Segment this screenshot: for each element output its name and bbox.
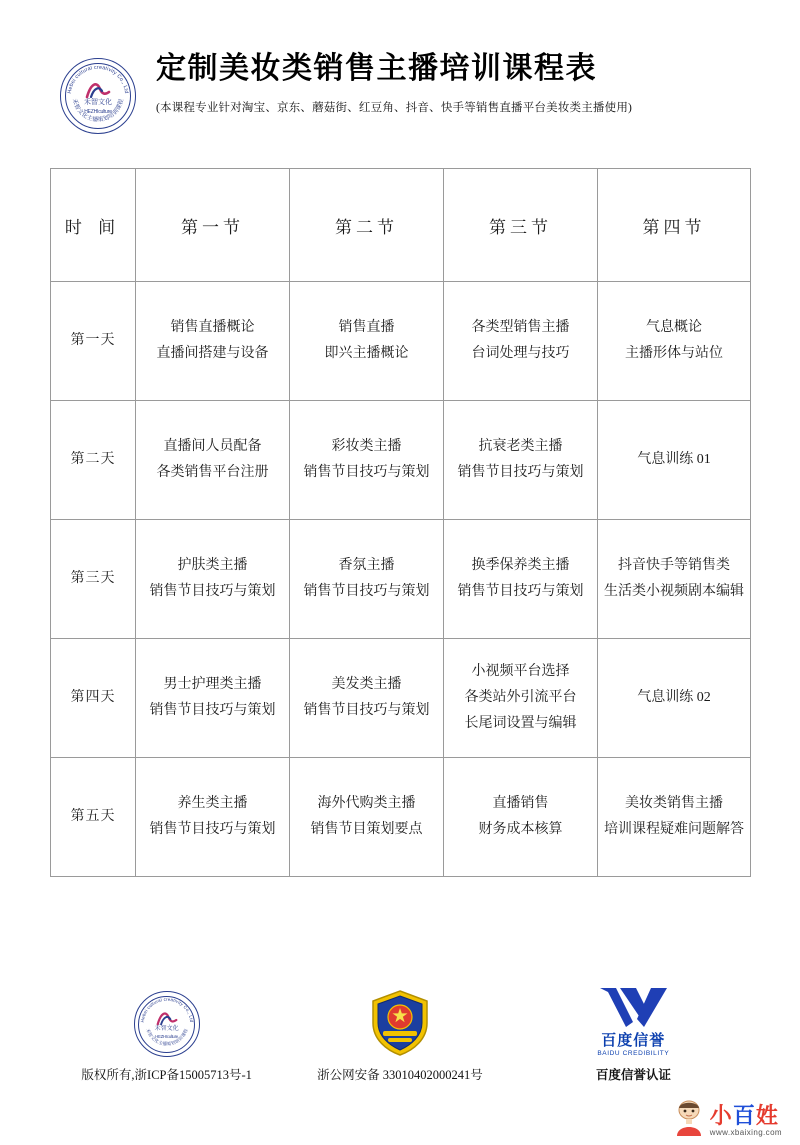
- session-line: 台词处理与技巧: [471, 346, 570, 361]
- session-line: 直播间人员配备: [163, 439, 262, 455]
- schedule-table: [50, 168, 751, 877]
- session-line: 长尾词设置与编辑: [464, 715, 577, 731]
- session-line: 销售节目技巧与策划: [303, 584, 430, 599]
- column-header-session-1: 第一节: [136, 169, 290, 282]
- session-cell: [444, 282, 598, 401]
- session-cell: [136, 282, 290, 401]
- session-cell: [598, 520, 751, 639]
- baidu-credibility-cn: 百度信誉: [601, 1032, 666, 1049]
- svg-text:禾智文化主播策划培训课程: 禾智文化主播策划培训课程: [70, 98, 126, 124]
- column-header-session-4: 第四节: [598, 169, 751, 282]
- session-line: 抗衰老类主播: [478, 439, 563, 455]
- session-line: 海外代购类主播: [317, 796, 416, 812]
- day-label: 第一天: [51, 282, 136, 401]
- session-cell: [136, 401, 290, 520]
- copyright-text: 版权所有,浙ICP备15005713号-1: [81, 1068, 252, 1082]
- footer-baidu-block[interactable]: [517, 987, 750, 1083]
- day-label: 第三天: [51, 520, 136, 639]
- footer-copyright-block: [50, 987, 283, 1083]
- baidu-v-icon: [596, 986, 670, 1028]
- session-line: 养生类主播: [177, 796, 248, 812]
- session-cell: [598, 282, 751, 401]
- watermark-url: www.xbaixing.com: [709, 1128, 782, 1137]
- police-record-text: 浙公网安备 33010402000241号: [317, 1068, 483, 1082]
- session-cell: [598, 758, 751, 877]
- company-logo: [50, 52, 146, 134]
- session-line: 换季保养类主播: [471, 558, 570, 574]
- session-cell: [444, 758, 598, 877]
- session-line: 销售直播概论: [170, 320, 255, 336]
- table-header-row: [51, 169, 751, 282]
- session-cell: [598, 401, 751, 520]
- document-footer: [0, 987, 800, 1083]
- seal-emblem-icon: [85, 79, 111, 99]
- police-badge-icon: [369, 989, 431, 1057]
- session-line: 即兴主播概论: [324, 346, 409, 361]
- column-header-time: 时 间: [51, 169, 136, 282]
- session-line: 各类型销售主播: [471, 320, 570, 336]
- session-line: 小视频平台选择: [471, 664, 570, 680]
- table-row: [51, 282, 751, 401]
- column-header-session-2: 第二节: [290, 169, 444, 282]
- session-cell: [444, 401, 598, 520]
- session-line: 气息训练 01: [637, 452, 711, 468]
- seal-company-name-small: 禾智文化 HEZHIculture: [154, 1026, 179, 1039]
- mascot-icon: [672, 1099, 706, 1137]
- session-cell: [136, 639, 290, 758]
- session-cell: [136, 520, 290, 639]
- session-cell: [290, 282, 444, 401]
- session-cell: [290, 520, 444, 639]
- session-cell: [290, 758, 444, 877]
- page-title: 定制美妆类销售主播培训课程表: [156, 52, 597, 85]
- session-line: 销售直播: [338, 320, 395, 336]
- svg-text:禾智文化主播策划培训课程: 禾智文化主播策划培训课程: [144, 1027, 189, 1047]
- session-line: 培训课程疑难问题解答: [604, 822, 744, 837]
- company-seal-icon-small: [134, 991, 200, 1057]
- footer-police-block[interactable]: [283, 987, 516, 1083]
- session-cell: [598, 639, 751, 758]
- session-line: 直播间搭建与设备: [156, 346, 269, 361]
- baidu-credibility-en: BAIDU CREDIBILITY: [597, 1050, 670, 1057]
- table-body: [51, 282, 751, 877]
- column-header-session-3: 第三节: [444, 169, 598, 282]
- session-line: 销售节目技巧与策划: [457, 465, 584, 480]
- session-line: 销售节目技巧与策划: [149, 822, 276, 837]
- document-header: [0, 0, 800, 124]
- table-row: [51, 758, 751, 877]
- baidu-caption-text: 百度信誉认证: [595, 1068, 671, 1082]
- session-line: 销售节目技巧与策划: [149, 703, 276, 718]
- session-line: 财务成本核算: [478, 822, 563, 837]
- seal-emblem-icon-small: [156, 1009, 178, 1026]
- watermark-site-name: 小百姓: [709, 1103, 779, 1128]
- session-line: 彩妆类主播: [331, 439, 402, 455]
- day-label: 第二天: [51, 401, 136, 520]
- session-line: 生活类小视频剧本编辑: [604, 584, 744, 599]
- session-cell: [136, 758, 290, 877]
- session-line: 销售节目策划要点: [310, 822, 423, 837]
- session-line: 护肤类主播: [177, 558, 248, 574]
- session-line: 销售节目技巧与策划: [457, 584, 584, 599]
- day-label: 第四天: [51, 639, 136, 758]
- session-line: 销售节目技巧与策划: [303, 465, 430, 480]
- session-cell: [444, 520, 598, 639]
- session-cell: [290, 401, 444, 520]
- session-line: 男士护理类主播: [163, 677, 262, 693]
- company-seal-icon: [60, 58, 136, 134]
- table-row: [51, 401, 751, 520]
- session-cell: [444, 639, 598, 758]
- day-label: 第五天: [51, 758, 136, 877]
- session-line: 美妆类销售主播: [625, 796, 723, 812]
- session-line: 抖音快手等销售类: [618, 558, 730, 574]
- schedule-table-wrapper: [50, 168, 750, 877]
- session-line: 各类销售平台注册: [156, 465, 269, 480]
- session-line: 销售节目技巧与策划: [303, 703, 430, 718]
- svg-text:Hebei cultural creativity Co.,: Hebei cultural creativity Co., Ltd: [139, 996, 194, 1023]
- session-line: 气息概论: [646, 320, 702, 336]
- baidu-credibility-logo: [596, 986, 670, 1057]
- site-watermark: [672, 1099, 782, 1137]
- session-line: 气息训练 02: [637, 690, 711, 706]
- session-line: 香氛主播: [338, 558, 395, 574]
- page-subtitle: (本课程专业针对淘宝、京东、蘑菇街、红豆角、抖音、快手等销售直播平台美妆类主播使用): [156, 101, 633, 114]
- session-line: 销售节目技巧与策划: [149, 584, 276, 599]
- session-line: 直播销售: [492, 796, 549, 812]
- session-line: 美发类主播: [331, 677, 402, 693]
- table-row: [51, 520, 751, 639]
- session-cell: [290, 639, 444, 758]
- session-line: 各类站外引流平台: [464, 690, 577, 706]
- table-row: [51, 639, 751, 758]
- svg-text:Hebei cultural creativity Co.,: Hebei cultural creativity Co., Ltd: [66, 64, 130, 95]
- session-line: 主播形体与站位: [625, 346, 723, 361]
- seal-company-name: 禾智文化 HEZHIculture: [84, 99, 112, 115]
